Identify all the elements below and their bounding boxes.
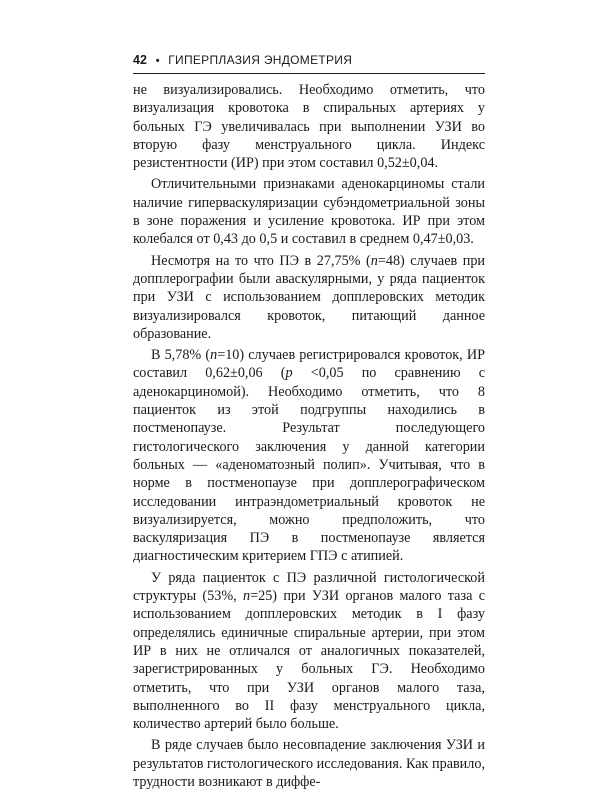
paragraph-2 (133, 175, 485, 248)
header-rule (133, 73, 485, 74)
paragraph-5-italic-n: n (243, 588, 251, 605)
paragraph-3-text-a: Несмотря на то что ПЭ в 27,75% ( (151, 252, 371, 269)
paragraph-2-text: Отличительными признаками аденокарциномы стали наличие гиперваскуляризации субэндометриальной зоны в зоне поражения и усиление кровотока. ИР при этом колебался от 0,43 до 0,5 и составил в среднем 0,47±0,03. (133, 176, 485, 248)
paragraph-4-text-a: В 5,78% ( (151, 347, 211, 364)
paragraph-3 (133, 252, 485, 343)
paragraph-4-text-c: <0,05 по сравнению с аденокарциномой). Необходимо отметить, что 8 пациенток из этой подгруппы находились в постменопаузе. Результат последующего гистологического заключения у данной категории больных — «аденоматозный полип». Учитывая, что в норме в постменопаузе при допплерографическом исследовании интраэндометриальный кровоток не визуализируется, можно предположить, что васкуляризация ПЭ в постменопаузе является диагностическим критерием ГПЭ с атипией. (133, 365, 485, 565)
paragraph-4-italic-p: р (285, 365, 293, 382)
page-number: 42 (133, 53, 148, 67)
paragraph-5 (133, 569, 485, 734)
paragraph-6-text: В ряде случаев было несовпадение заключения УЗИ и результатов гистологического исследования. Как правило, трудности возникают в диффе- (133, 737, 485, 790)
chapter-title: ГИПЕРПЛАЗИЯ ЭНДОМЕТРИЯ (168, 53, 353, 67)
header-bullet: • (155, 55, 160, 67)
body-text (133, 81, 485, 794)
running-header (133, 53, 485, 67)
paragraph-5-text-b: =25) при УЗИ органов малого таза с использованием допплеровских методик в I фазу определялись единичные спиральные артерии, при этом ИР в них не отличался от аналогичных показателей, зарегистрированных у больных ГЭ. Необходимо отметить, что при УЗИ органов малого таза, выполненного во II фазу менструального цикла, количество артерий было больше. (133, 588, 485, 733)
paragraph-5-text-a: У ряда пациенток с ПЭ различной гистологической структуры (53%, (133, 569, 485, 605)
paragraph-6 (133, 736, 485, 791)
paragraph-3-italic-n: n (370, 252, 378, 269)
paragraph-4-italic-n: n (210, 347, 218, 364)
paragraph-1 (133, 81, 485, 172)
paragraph-4 (133, 346, 485, 566)
paragraph-1-text: не визуализировались. Необходимо отметить, что визуализация кровотока в спиральных артериях у больных ГЭ увеличивалась при выполнении УЗИ во вторую фазу менструального цикла. Индекс резистентности (ИР) при этом составил 0,52±0,04. (133, 82, 485, 172)
paragraph-3-text-b: =48) случаев при допплерографии были аваскулярными, у ряда пациенток при УЗИ с использованием допплеровских методик визуализировался кровоток, питающий данное образование. (133, 252, 485, 342)
paragraph-4-text-b: =10) случаев регистрировался кровоток, ИР составил 0,62±0,06 ( (133, 347, 485, 382)
